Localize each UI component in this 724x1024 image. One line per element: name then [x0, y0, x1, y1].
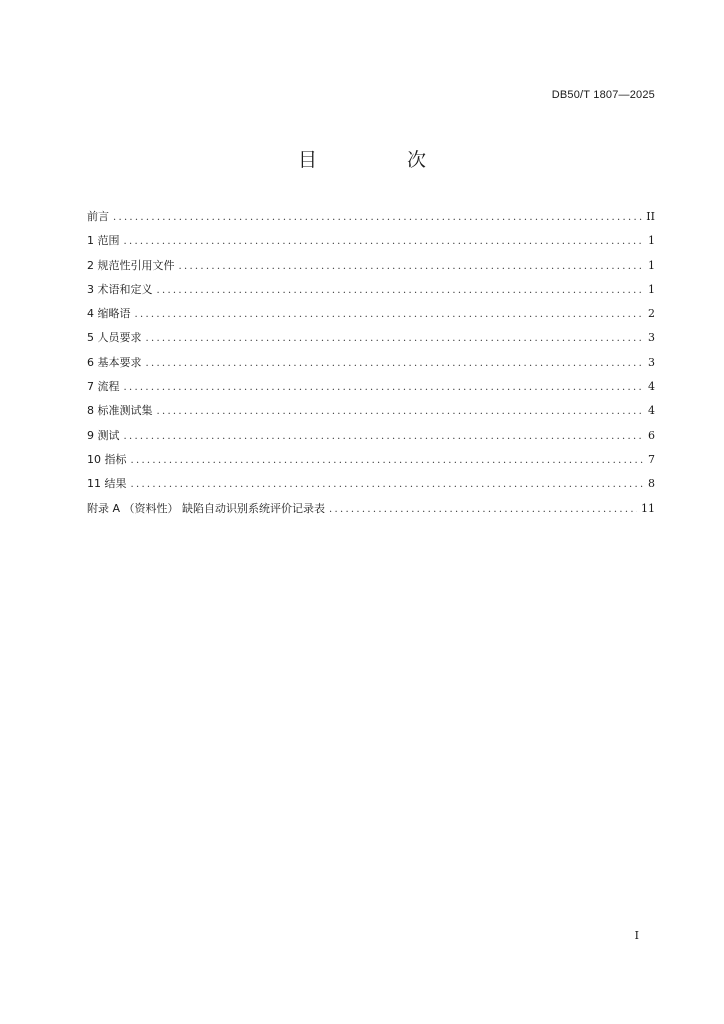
- toc-entry-page: 11: [641, 501, 655, 515]
- toc-leader-dots: [146, 356, 645, 371]
- toc-entry-page: 3: [648, 331, 655, 345]
- document-code: DB50/T 1807—2025: [551, 89, 655, 101]
- toc-entry-label: 5 人员要求: [87, 331, 142, 345]
- toc-entry-page: 1: [648, 234, 655, 248]
- toc-entry-label: 7 流程: [87, 380, 120, 394]
- toc-leader-dots: [124, 429, 645, 444]
- toc-entry[interactable]: [87, 476, 655, 500]
- toc-entry-page: 4: [648, 380, 655, 394]
- toc-leader-dots: [124, 380, 645, 395]
- toc-entry[interactable]: [87, 355, 655, 379]
- toc-entry-label: 附录 A （资料性） 缺陷自动识别系统评价记录表: [87, 501, 326, 515]
- toc-leader-dots: [131, 453, 645, 468]
- toc-entry-page: II: [646, 210, 655, 223]
- toc-leader-dots: [135, 307, 645, 322]
- toc-entry-page: 1: [648, 282, 655, 296]
- toc-leader-dots: [157, 283, 645, 298]
- toc-entry[interactable]: [87, 209, 655, 233]
- toc-leader-dots: [113, 210, 642, 225]
- table-of-contents: [87, 209, 655, 525]
- toc-entry-page: 3: [648, 355, 655, 369]
- toc-leader-dots: [131, 477, 645, 492]
- toc-leader-dots: [146, 331, 645, 346]
- toc-entry-page: 7: [648, 452, 655, 466]
- toc-entry-page: 8: [648, 477, 655, 491]
- toc-entry-label: 10 指标: [87, 452, 127, 466]
- toc-entry[interactable]: [87, 282, 655, 306]
- toc-entry[interactable]: [87, 452, 655, 476]
- toc-leader-dots: [179, 259, 645, 274]
- toc-title: 目 次: [297, 149, 469, 171]
- toc-entry[interactable]: [87, 379, 655, 403]
- toc-entry[interactable]: [87, 428, 655, 452]
- toc-entry-label: 4 缩略语: [87, 307, 131, 321]
- toc-entry-label: 11 结果: [87, 477, 127, 491]
- toc-entry-label: 前言: [87, 210, 109, 223]
- toc-entry[interactable]: [87, 403, 655, 427]
- toc-entry[interactable]: [87, 330, 655, 354]
- toc-entry-label: 3 术语和定义: [87, 282, 153, 296]
- toc-leader-dots: [124, 234, 645, 249]
- toc-leader-dots: [329, 502, 637, 517]
- page-number: I: [634, 929, 639, 942]
- toc-entry[interactable]: [87, 501, 655, 525]
- toc-entry-label: 8 标准测试集: [87, 404, 153, 418]
- toc-entry-page: 1: [648, 258, 655, 272]
- toc-entry-page: 4: [648, 404, 655, 418]
- toc-entry-page: 6: [648, 428, 655, 442]
- toc-entry-label: 9 测试: [87, 428, 120, 442]
- toc-leader-dots: [157, 404, 645, 419]
- toc-entry[interactable]: [87, 233, 655, 257]
- toc-entry[interactable]: [87, 258, 655, 282]
- toc-entry-label: 1 范围: [87, 234, 120, 248]
- toc-entry[interactable]: [87, 306, 655, 330]
- toc-entry-label: 2 规范性引用文件: [87, 258, 175, 272]
- toc-entry-label: 6 基本要求: [87, 355, 142, 369]
- toc-entry-page: 2: [648, 307, 655, 321]
